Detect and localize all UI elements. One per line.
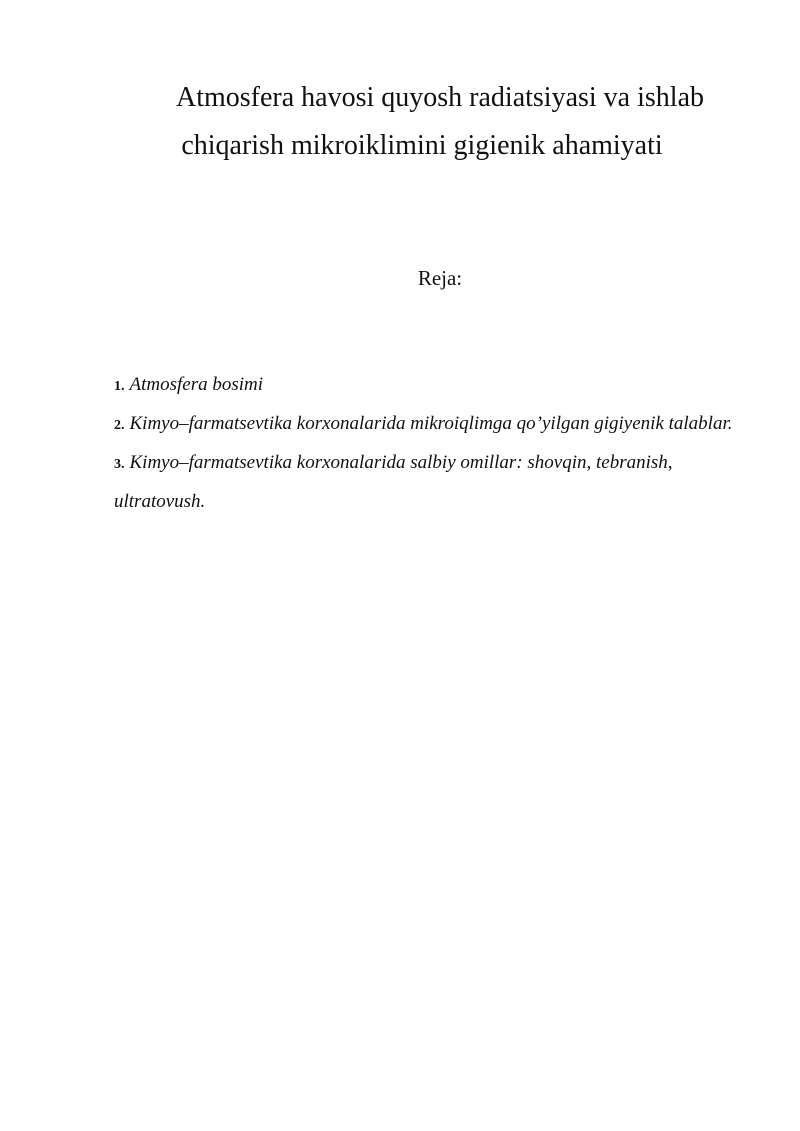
plan-item-text: Kimyo–farmatsevtika korxonalarida salbiy omillar: shovqin, tebranish, ultratovush. xyxy=(114,452,673,512)
title-line-1: Atmosfera havosi quyosh radiatsiyasi va ishlab xyxy=(175,82,704,113)
plan-item-number: 3. xyxy=(114,457,125,472)
plan-item-number: 1. xyxy=(114,379,125,394)
plan-item-1 xyxy=(114,366,754,405)
plan-item-2 xyxy=(114,405,754,444)
plan-item-text: Atmosfera bosimi xyxy=(129,374,264,395)
plan-item-number: 2. xyxy=(114,418,125,433)
plan-item-text: Kimyo–farmatsevtika korxonalarida mikroiqlimga qo’yilgan gigiyenik talablar. xyxy=(129,413,733,434)
plan-list xyxy=(114,366,754,520)
plan-item-3 xyxy=(114,444,754,520)
document-title xyxy=(100,74,780,170)
title-line-2: chiqarish mikroiklimini gigienik ahamiyati xyxy=(181,130,663,161)
plan-heading: Reja: xyxy=(417,266,463,290)
